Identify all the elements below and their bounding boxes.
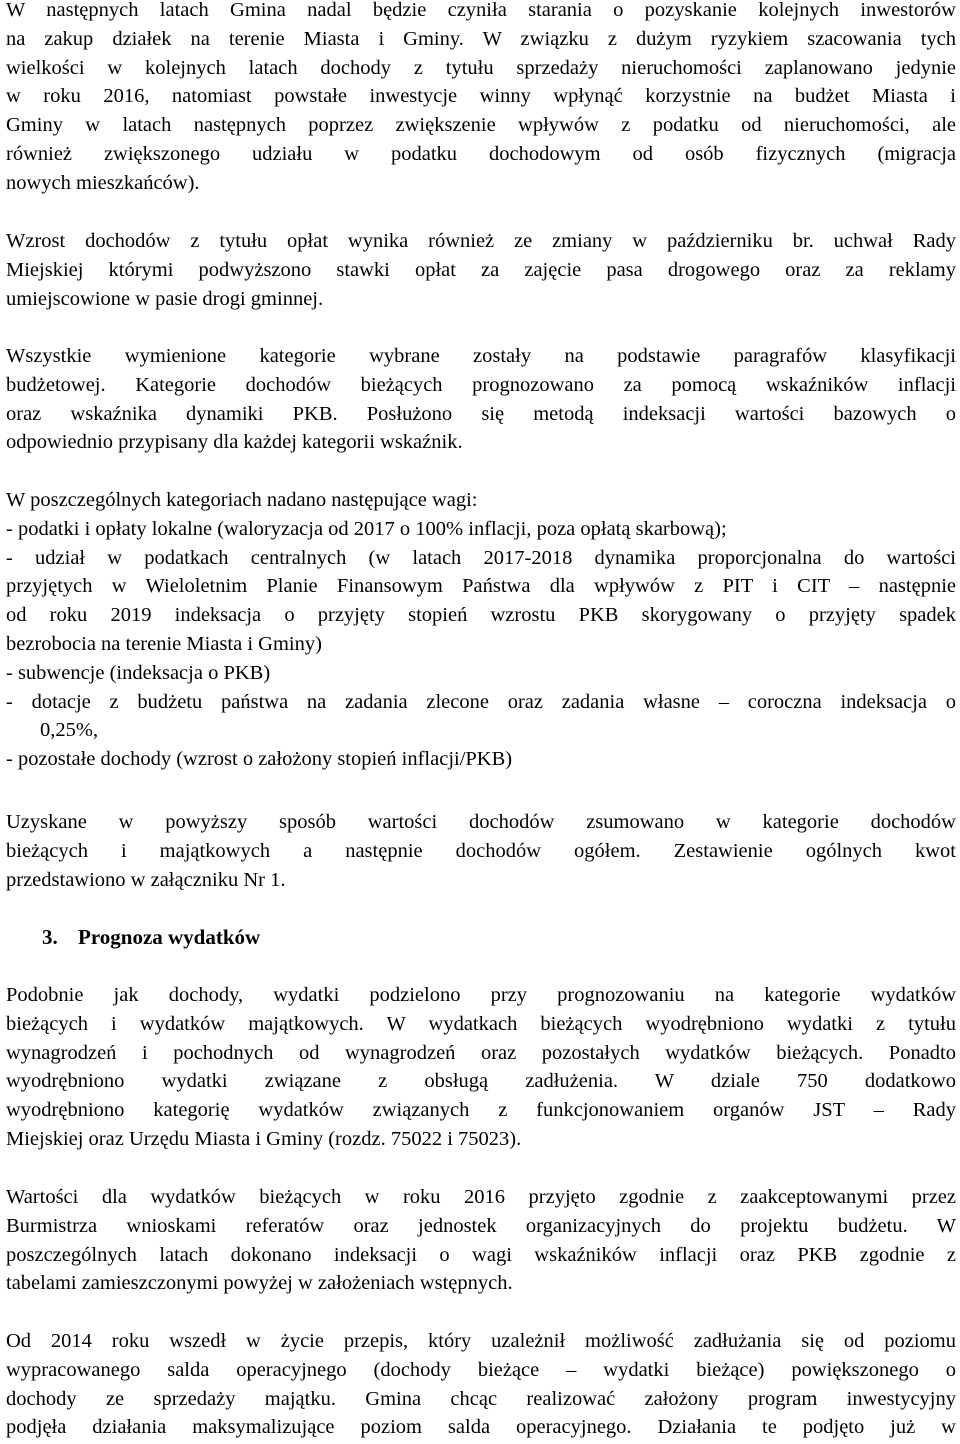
text-line: Burmistrza wnioskami referatów oraz jednostek organizacyjnych do projektu budżetu. W <box>6 1214 956 1237</box>
text-line: na zakup działek na terenie Miasta i Gminy. W związku z dużym ryzykiem szacowania tych <box>6 27 956 50</box>
section-title: Prognoza wydatków <box>78 925 261 949</box>
text-line: wielkości w kolejnych latach dochody z tytułu sprzedaży nieruchomości zaplanowano jedynie <box>6 56 956 79</box>
text-line: umiejscowione w pasie drogi gminnej. <box>6 287 324 310</box>
text-line: tabelami zamieszczonymi powyżej w założeniach wstępnych. <box>6 1272 513 1295</box>
text-line: W poszczególnych kategoriach nadano następujące wagi: <box>6 489 478 511</box>
list-item: - podatki i opłaty lokalne (waloryzacja od 2017 o 100% inflacji, poza opłatą skarbową); <box>6 517 727 540</box>
text-line: W następnych latach Gmina nadal będzie czyniła starania o pozyskanie kolejnych inwestorów <box>6 0 956 21</box>
text-line: oraz wskaźnika dynamiki PKB. Posłużono się metodą indeksacji wartości bazowych o <box>6 402 956 425</box>
list-item: - pozostałe dochody (wzrost o założony stopień inflacji/PKB) <box>6 748 513 771</box>
text-line: Miejskiej oraz Urzędu Miasta i Gminy (rozdz. 75022 i 75023). <box>6 1127 522 1150</box>
text-line: w roku 2016, natomiast powstałe inwestycje winny wpłynąć korzystnie na budżet Miasta i <box>6 85 956 108</box>
paragraph-fees-growth <box>6 227 956 313</box>
paragraph-current-expenditure-2016 <box>6 1183 956 1298</box>
text-line: Od 2014 roku wszedł w życie przepis, który uzależnił możliwość zadłużania się od poziomu <box>6 1330 956 1352</box>
text-line: dochody ze sprzedaży majątku. Gmina chcąc realizować założony program inwestycyjny <box>6 1387 956 1410</box>
text-line: przyjętych w Wieloletnim Planie Finansowym Państwa dla wpływów z PIT i CIT – następnie <box>6 575 956 598</box>
text-line: Uzyskane w powyższy sposób wartości dochodów zsumowano w kategorie dochodów <box>6 811 956 833</box>
list-item: - dotacje z budżetu państwa na zadania zlecone oraz zadania własne – coroczna indeksacja o <box>6 690 956 713</box>
text-line: poszczególnych latach dokonano indeksacji o wagi wskaźników inflacji oraz PKB zgodnie z <box>6 1243 956 1266</box>
text-line: wyodrębniono kategorię wydatków związanych z funkcjonowaniem organów JST – Rady <box>6 1099 956 1122</box>
text-line: bieżących i wydatków majątkowych. W wydatkach bieżących wyodrębniono wydatki z tytułu <box>6 1012 956 1035</box>
paragraph-categories-classification <box>6 342 956 457</box>
text-line: 0,25%, <box>40 719 99 742</box>
text-line: wynagrodzeń i pochodnych od wynagrodzeń oraz pozostałych wydatków bieżących. Ponadto <box>6 1041 956 1064</box>
text-line: bezrobocia na terenie Miasta i Gminy) <box>6 632 322 655</box>
text-line: wyodrębniono wydatki związane z obsługą zadłużenia. W dziale 750 dodatkowo <box>6 1070 956 1093</box>
text-line: wypracowanego salda operacyjnego (dochody bieżące – wydatki bieżące) powiększonego o <box>6 1358 956 1381</box>
text-line: Gminy w latach następnych poprzez zwiększenie wpływów z podatku od nieruchomości, ale <box>6 114 956 137</box>
section-heading <box>42 923 260 952</box>
text-line: podjęła działania maksymalizujące poziom salda operacyjnego. Działania te podjęto już w <box>6 1416 956 1439</box>
paragraph-summary-income <box>6 808 956 894</box>
text-line: bieżących i majątkowych a następnie dochodów ogółem. Zestawienie ogólnych kwot <box>6 839 956 862</box>
paragraph-expenditure-categories <box>6 981 956 1154</box>
paragraph-debt-rule-2014 <box>6 1327 956 1442</box>
text-line: Wzrost dochodów z tytułu opłat wynika również ze zmiany w październiku br. uchwał Rady <box>6 230 956 252</box>
text-line: odpowiednio przypisany dla każdej kategorii wskaźnik. <box>6 431 463 454</box>
text-line: Wartości dla wydatków bieżących w roku 2016 przyjęto zgodnie z zaakceptowanymi przez <box>6 1186 956 1208</box>
list-item: - udział w podatkach centralnych (w latach 2017-2018 dynamika proporcjonalna do wartości <box>6 546 956 569</box>
paragraph-investors-revenue <box>6 0 956 198</box>
text-line: od roku 2019 indeksacja o przyjęty stopień wzrostu PKB skorygowany o przyjęty spadek <box>6 604 956 627</box>
text-line: Miejskiej którymi podwyższono stawki opłat za zajęcie pasa drogowego oraz za reklamy <box>6 258 956 281</box>
text-line: również zwiększonego udziału w podatku dochodowym od osób fizycznych (migracja <box>6 142 956 165</box>
text-line: przedstawiono w załączniku Nr 1. <box>6 868 286 891</box>
paragraph-weights-list <box>6 486 956 774</box>
text-line: budżetowej. Kategorie dochodów bieżących prognozowano za pomocą wskaźników inflacji <box>6 373 956 396</box>
list-item: - subwencje (indeksacja o PKB) <box>6 661 271 684</box>
section-number: 3. <box>42 925 58 949</box>
text-line: Podobnie jak dochody, wydatki podzielono przy prognozowaniu na kategorie wydatków <box>6 984 956 1006</box>
text-line: nowych mieszkańców). <box>6 171 200 194</box>
text-line: Wszystkie wymienione kategorie wybrane zostały na podstawie paragrafów klasyfikacji <box>6 345 956 367</box>
